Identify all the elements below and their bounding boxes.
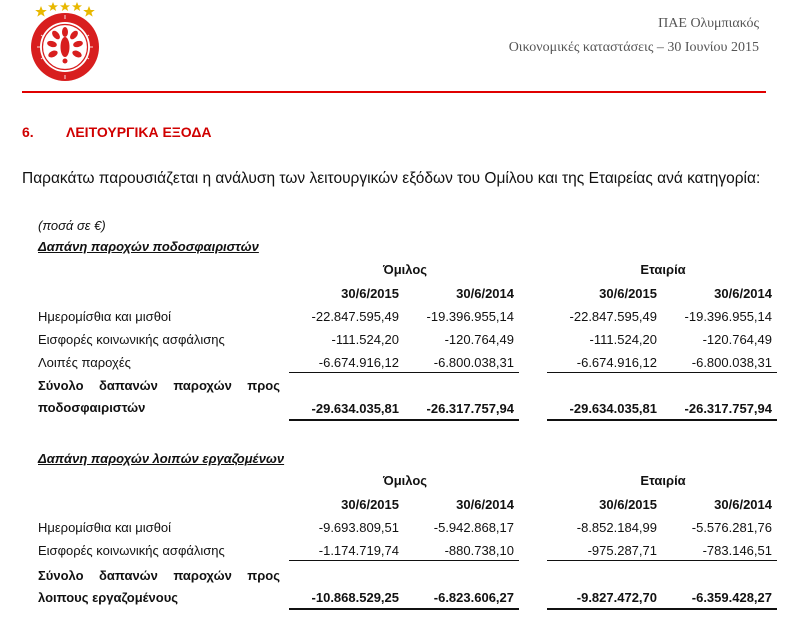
table2-row2-value: -1.174.719,74 (318, 543, 399, 558)
table2-total-label: Σύνολο δαπανών παροχών προς λοιπους εργαζομένους (38, 568, 280, 605)
table1-row1-value: -19.396.955,14 (684, 309, 772, 324)
table2-group-total-rule (289, 608, 519, 610)
table1-row2-value: -111.524,20 (331, 332, 399, 347)
table2-date-2: 30/6/2014 (456, 497, 514, 512)
table1-total-value: -26.317.757,94 (426, 401, 514, 416)
amounts-note: (ποσά σε €) (38, 218, 106, 233)
table1-company-total-rule (547, 419, 777, 421)
table1-title: Δαπάνη παροχών ποδοσφαιριστών (38, 239, 259, 254)
table2-date-3: 30/6/2015 (599, 497, 657, 512)
table1-group-total-rule (289, 419, 519, 421)
table1-row1-value: -22.847.595,49 (311, 309, 399, 324)
table2-total-value: -10.868.529,25 (311, 590, 399, 605)
table2-row1-value: -5.576.281,76 (691, 520, 772, 535)
table2-row1-label: Ημερομίσθια και μισθοί (38, 520, 172, 535)
table1-company-rule (547, 372, 777, 373)
table2-date-1: 30/6/2015 (341, 497, 399, 512)
company-name: ΠΑΕ Ολυμπιακός (658, 16, 759, 31)
table1-row1-value: -22.847.595,49 (569, 309, 657, 324)
table1-row3-value: -6.800.038,31 (433, 355, 514, 370)
table2-company-rule (547, 560, 777, 561)
table1-total-label: Σύνολο δαπανών παροχών προς ποδοσφαιριστών (38, 378, 280, 415)
table2-row2-value: -975.287,71 (587, 543, 657, 558)
intro-paragraph: Παρακάτω παρουσιάζεται η ανάλυση των λειτουργικών εξόδων του Ομίλου και της Εταιρείας ανά κατηγορία: (22, 170, 761, 187)
table1-total-value: -26.317.757,94 (684, 401, 772, 416)
table1-row2-value: -120.764,49 (702, 332, 772, 347)
table1-group-header: Όμιλος (382, 262, 428, 277)
olympiacos-crest-icon (24, 2, 106, 84)
table1-total-value: -29.634.035,81 (569, 401, 657, 416)
table1-row1-label: Ημερομίσθια και μισθοί (38, 309, 172, 324)
table2-company-total-rule (547, 608, 777, 610)
table2-total-value: -6.359.428,27 (691, 590, 772, 605)
table1-date-1: 30/6/2015 (341, 286, 399, 301)
section-title: ΛΕΙΤΟΥΡΓΙΚΑ ΕΞΟΔΑ (66, 124, 212, 140)
section-number: 6. (22, 124, 34, 140)
table2-company-header: Εταιρία (640, 473, 686, 488)
table1-row3-value: -6.800.038,31 (691, 355, 772, 370)
header-divider (22, 91, 766, 93)
table2-total-value: -6.823.606,27 (433, 590, 514, 605)
table1-row3-label: Λοιπές παροχές (38, 355, 131, 370)
table2-row1-value: -5.942.868,17 (433, 520, 514, 535)
table2-title: Δαπάνη παροχών λοιπών εργαζομένων (38, 451, 285, 466)
table1-row2-value: -120.764,49 (444, 332, 514, 347)
section-heading (22, 124, 212, 140)
document-subtitle: Οικονομικές καταστάσεις – 30 Ιουνίου 2015 (508, 40, 759, 55)
table1-row1-value: -19.396.955,14 (426, 309, 514, 324)
table2-total-value: -9.827.472,70 (576, 590, 657, 605)
table1-date-4: 30/6/2014 (714, 286, 772, 301)
table1-date-3: 30/6/2015 (599, 286, 657, 301)
table2-row1-value: -9.693.809,51 (318, 520, 399, 535)
table1-row3-value: -6.674.916,12 (318, 355, 399, 370)
table1-row2-label: Εισφορές κοινωνικής ασφάλισης (38, 332, 225, 347)
table1-date-2: 30/6/2014 (456, 286, 514, 301)
table1-row2-value: -111.524,20 (589, 332, 657, 347)
table1-group-rule (289, 372, 519, 373)
table2-group-header: Όμιλος (382, 473, 428, 488)
table2-row1-value: -8.852.184,99 (576, 520, 657, 535)
table2-row2-value: -880.738,10 (444, 543, 514, 558)
table1-total-value: -29.634.035,81 (311, 401, 399, 416)
table1-company-header: Εταιρία (640, 262, 686, 277)
table2-date-4: 30/6/2014 (714, 497, 772, 512)
table1-row3-value: -6.674.916,12 (576, 355, 657, 370)
table2-row2-value: -783.146,51 (702, 543, 772, 558)
table2-row2-label: Εισφορές κοινωνικής ασφάλισης (38, 543, 225, 558)
table2-group-rule (289, 560, 519, 561)
